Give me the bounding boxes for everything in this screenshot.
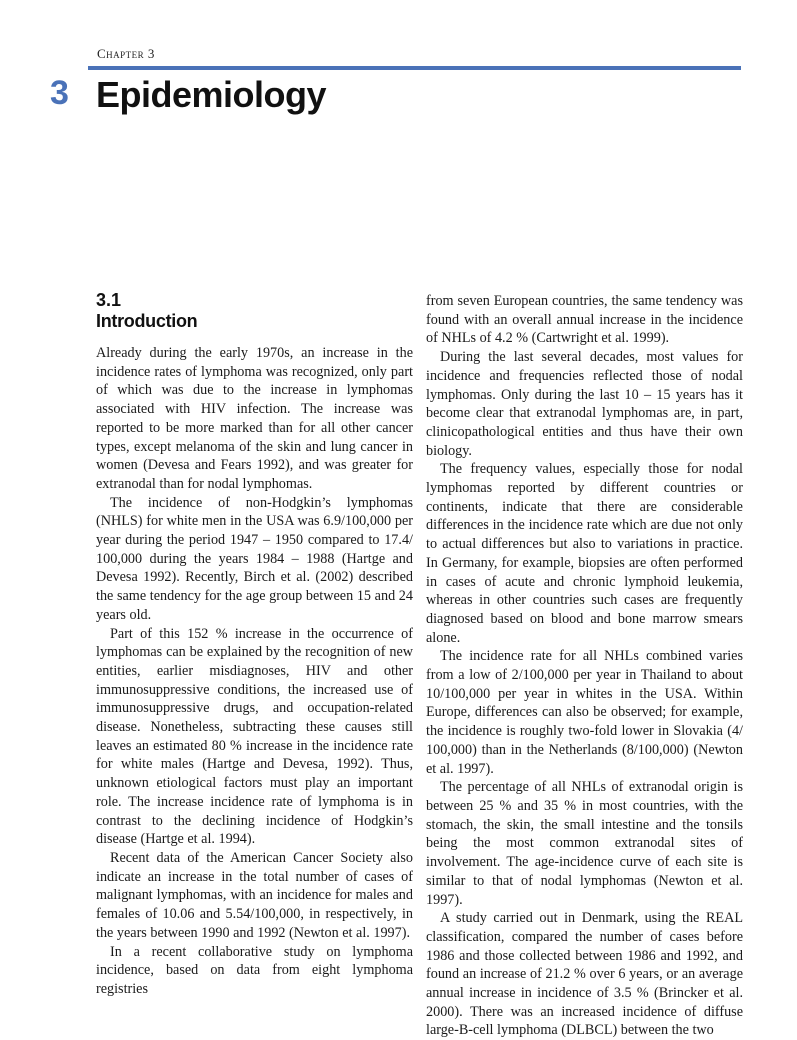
paragraph: The incidence of non-Hodgkin’s lymphomas (NHLS) for white men in the USA was 6.9/100,000 per year during the period 1947 – 1950 compared to 17.4/ 100,000 during the years 1984 – 1988 (Hartge and Devesa 1992). Recently, Birch et al. (2002) described the same tendency for the age group between 15 and 24 years old.	[96, 494, 413, 623]
right-column	[426, 292, 743, 1040]
paragraph: In a recent collaborative study on lymphoma incidence, based on data from eight lymphoma registries	[96, 943, 413, 997]
paragraph: The incidence rate for all NHLs combined varies from a low of 2/100,000 per year in Thailand to about 10/100,000 per year in whites in the USA. Within Europe, differences can also be observed; for example, the incidence is roughly two-fold lower in Slovakia (4/ 100,000) than in the Netherlands (8/100,000) (Newton et al. 1997).	[426, 648, 743, 777]
chapter-label: Chapter 3	[97, 46, 155, 61]
paragraph: The percentage of all NHLs of extranodal origin is between 25 % and 35 % in most countries, with the stomach, the skin, the small intestine and the tonsils being the most common extranodal sites of involvement. The age-incidence curve of each site is similar to that of nodal lymphomas (Newton et al. 1997).	[426, 779, 743, 908]
paragraph: from seven European countries, the same tendency was found with an overall annual increase in the incidence of NHLs of 4.2 % (Cartwright et al. 1999).	[426, 293, 743, 347]
paragraph: During the last several decades, most values for incidence and frequencies reflected those of nodal lymphomas. Only during the last 10 – 15 years has it become clear that extranodal lymphomas are, in part, clinicopathological entities and thus have their own biology.	[426, 349, 743, 459]
paragraph: Part of this 152 % increase in the occurrence of lymphomas can be explained by the recognition of new entities, earlier misdiagnoses, HIV and other immunosuppressive conditions, the increased use of immunosuppressive drugs, and occupation-related disease. Nonetheless, subtracting these causes still leaves an estimated 80 % increase in the incidence rate for white males (Hartge and Devesa, 1992). Thus, unknown etiological factors must play an important role. The increase incidence rate of lymphoma is in contrast to the declining incidence of Hodgkin’s disease (Hartge et al. 1994).	[96, 625, 413, 848]
paragraph: Already during the early 1970s, an increase in the incidence rates of lymphoma was recognized, only part of which was due to the increase in lymphomas associated with HIV infection. The increase was reported to be more marked than for all other cancer types, except melanoma of the skin and lung cancer in women (Devesa and Fears 1992), and was greater for extranodal than for nodal lymphomas.	[96, 345, 413, 492]
left-column	[96, 344, 413, 999]
paragraph: Recent data of the American Cancer Society also indicate an increase in the total number of cases of malignant lymphomas, with an incidence for males and females of 10.06 and 5.54/100,000, in respectively, in the years between 1990 and 1992 (Newton et al. 1997).	[96, 849, 413, 941]
section-title: Introduction	[96, 311, 198, 331]
chapter-number: 3	[50, 74, 69, 112]
paragraph: The frequency values, especially those for nodal lymphomas reported by different countries or continents, indicate that there are considerable differences in the incidence rate which are due not only to actual differences but also to variations in practice. In Germany, for example, biopsies are often performed in cases of acute and chronic lymphoid leukemia, whereas in other countries such cases are frequently diagnosed based on blood and bone marrow smears alone.	[426, 461, 743, 646]
paragraph: A study carried out in Denmark, using the REAL classification, compared the number of cases before 1986 and those collected between 1986 and 1992, and found an increase of 21.2 % over 6 years, or an average annual increase in incidence of 3.5 % (Brincker et al. 2000). There was an increased incidence of diffuse large-B-cell lymphoma (DLBCL) between the two	[426, 910, 743, 1039]
header-rule	[88, 66, 741, 70]
section-number: 3.1	[96, 290, 122, 310]
chapter-title: Epidemiology	[96, 74, 327, 115]
